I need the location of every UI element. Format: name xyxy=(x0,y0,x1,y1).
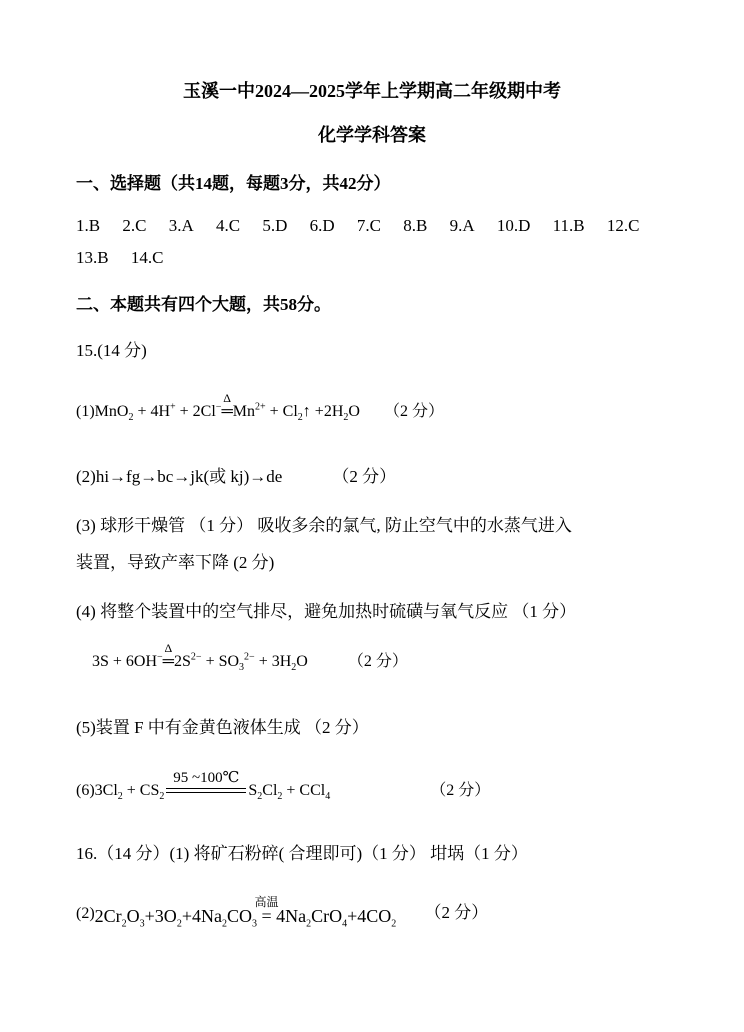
section-heading-essay: 二、本题共有四个大题，共58分。 xyxy=(76,295,331,314)
answer-item: 5.D xyxy=(262,216,288,235)
answer-item: 2.C xyxy=(122,216,147,235)
answer-row-1 xyxy=(76,215,639,237)
part2-text: (2)hi→fg→bc→jk(或 kj)→de xyxy=(76,467,283,486)
score: （2 分） xyxy=(332,467,397,486)
reaction-condition: 95 ~100℃ xyxy=(173,770,240,787)
answer-item: 10.D xyxy=(496,216,531,235)
question-15-title: 15.(14 分) xyxy=(76,341,147,360)
q16-part2 xyxy=(76,895,489,930)
answer-item: 7.C xyxy=(356,216,381,235)
section-heading-choice: 一、选择题（共14题，每题3分，共42分） xyxy=(76,174,391,193)
answer-item: 9.A xyxy=(449,216,475,235)
answer-item: 4.C xyxy=(215,216,241,235)
heat-symbol: Δ xyxy=(223,391,231,405)
q15-part1 xyxy=(76,391,444,424)
document-title: 玉溪一中2024—2025学年上学期高二年级期中考 xyxy=(183,81,561,101)
question-16-line1: 16.（14 分）(1) 将矿石粉碎( 合理即可)（1 分） 坩埚（1 分） xyxy=(76,844,528,863)
score: （2 分） xyxy=(424,903,489,922)
part-label: (6) xyxy=(76,782,95,799)
answer-item: 11.B xyxy=(552,216,585,235)
q15-part5: (5)装置 F 中有金黄色液体生成 （2 分） xyxy=(76,718,369,737)
part-label: (1) xyxy=(76,403,95,420)
answer-item: 14.C xyxy=(130,248,164,267)
equation-4: $2Cr_2O_3+3O_2+4Na_2CO_3$ 高温 = $4Na_2CrO_4+4CO_2$ xyxy=(95,906,397,926)
answer-item: 8.B xyxy=(403,216,428,235)
equation-1: MnO$_2$ + 4H+ + 2Cl− Δ $═Mn^{2+}$ + $Cl_2↑ +2H_2O$ xyxy=(95,403,360,420)
answer-item: 6.D xyxy=(309,216,335,235)
answer-item: 13.B xyxy=(76,248,109,267)
q15-part6 xyxy=(76,770,491,803)
equation-2: 3S + 6OH− Δ $═2S^{2-} + SO_3^{2-} + 3H_2O$ xyxy=(92,653,308,670)
q15-part3-line1: (3) 球形干燥管 （1 分） 吸收多余的氯气, 防止空气中的水蒸气进入 xyxy=(76,516,572,535)
document-subtitle: 化学学科答案 xyxy=(318,125,426,145)
answer-item: 12.C xyxy=(606,216,640,235)
answer-item: 3.A xyxy=(168,216,194,235)
score: （2 分） xyxy=(383,403,444,420)
reaction-condition: 高温 xyxy=(254,895,279,909)
equation-3: $3Cl_2 + CS_2$ 95 ~100℃ $S_2Cl_2 + CCl_4$ xyxy=(95,782,331,799)
score: （2 分） xyxy=(347,653,408,670)
q15-part2 xyxy=(76,466,396,488)
q15-part4-equation xyxy=(92,641,408,674)
answer-row-2 xyxy=(76,247,163,269)
q15-part3-line2: 装置，导致产率下降 (2 分) xyxy=(76,553,275,572)
score: （2 分） xyxy=(430,782,491,799)
answer-item: 1.B xyxy=(76,216,101,235)
q15-part4-line1: (4) 将整个装置中的空气排尽，避免加热时硫磺与氧气反应 （1 分） xyxy=(76,602,577,621)
part-label: (2) xyxy=(76,905,95,922)
heat-symbol: Δ xyxy=(164,641,173,655)
